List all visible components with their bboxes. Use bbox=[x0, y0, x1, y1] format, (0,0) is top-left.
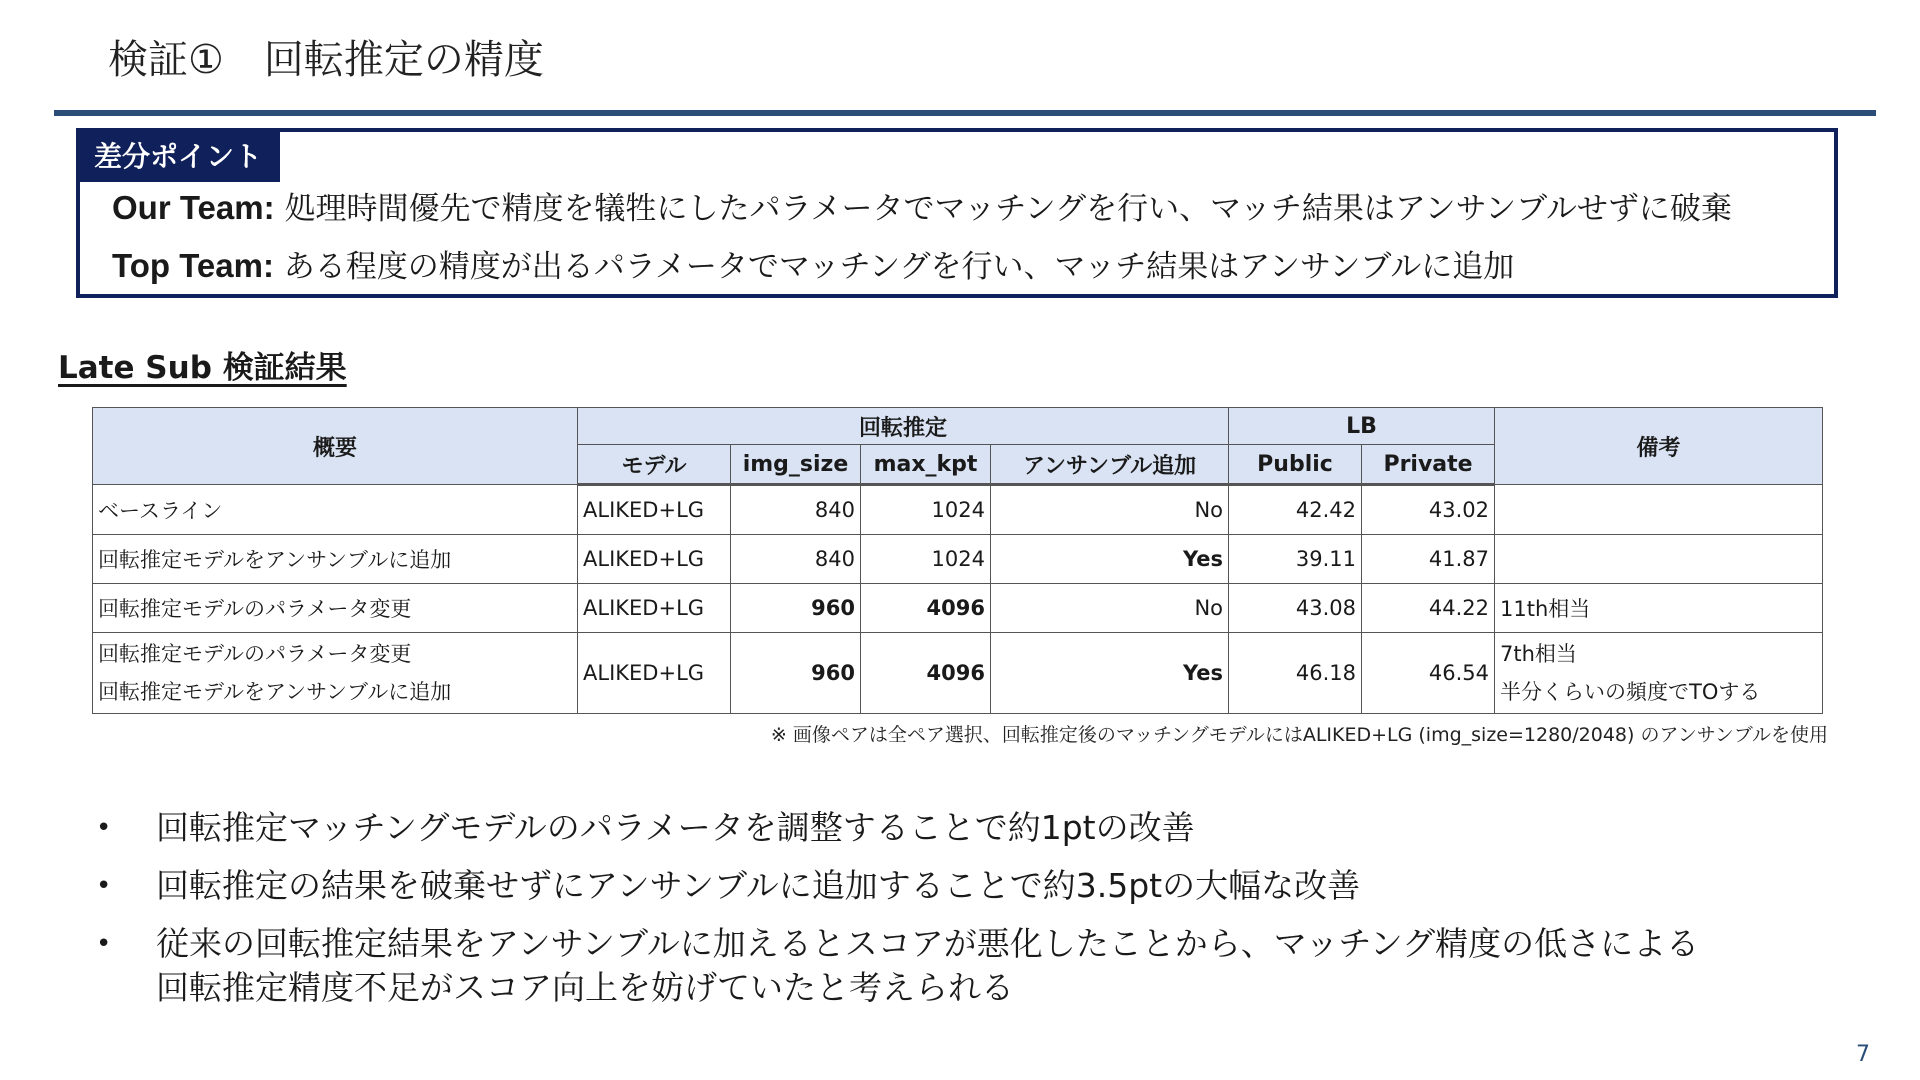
header-img-size: img_size bbox=[731, 445, 861, 485]
our-team-label: Our Team: bbox=[112, 189, 275, 226]
table-row bbox=[93, 535, 1823, 584]
table-row bbox=[93, 633, 1823, 714]
list-item-text: 回転推定の結果を破棄せずにアンサンブルに追加することで約3.5ptの大幅な改善 bbox=[156, 866, 1361, 905]
table-header-row bbox=[93, 408, 1823, 445]
list-item bbox=[96, 806, 1699, 850]
slide-title: 検証① 回転推定の精度 bbox=[108, 37, 544, 83]
cell-private: 41.87 bbox=[1362, 535, 1495, 584]
cell-model: ALIKED+LG bbox=[578, 485, 731, 535]
page-number: 7 bbox=[1856, 1042, 1870, 1067]
cell-max-kpt: 1024 bbox=[861, 535, 991, 584]
cell-notes: 11th相当 bbox=[1495, 584, 1823, 633]
header-notes: 備考 bbox=[1495, 408, 1823, 485]
table-row bbox=[93, 584, 1823, 633]
cell-private: 44.22 bbox=[1362, 584, 1495, 633]
header-lb-group: LB bbox=[1229, 408, 1495, 445]
cell-private: 43.02 bbox=[1362, 485, 1495, 535]
cell-max-kpt: 1024 bbox=[861, 485, 991, 535]
cell-summary bbox=[93, 633, 578, 714]
cell-public: 39.11 bbox=[1229, 535, 1362, 584]
cell-ensemble: No bbox=[991, 584, 1229, 633]
diff-points-label: 差分ポイント bbox=[80, 132, 280, 182]
cell-notes-line: 7th相当 bbox=[1500, 642, 1577, 666]
list-item-text: 回転推定精度不足がスコア向上を妨げていたと考えられる bbox=[156, 968, 1014, 1007]
top-team-label: Top Team: bbox=[112, 247, 274, 284]
title-divider bbox=[54, 110, 1876, 116]
table-footnote: ※ 画像ペアは全ペア選択、回転推定後のマッチングモデルにはALIKED+LG (img_size=1280/2048) のアンサンブルを使用 bbox=[770, 724, 1828, 746]
cell-max-kpt: 4096 bbox=[861, 584, 991, 633]
cell-img-size: 840 bbox=[731, 485, 861, 535]
header-rotation-group: 回転推定 bbox=[578, 408, 1229, 445]
cell-ensemble: No bbox=[991, 485, 1229, 535]
cell-notes bbox=[1495, 535, 1823, 584]
header-ensemble: アンサンブル追加 bbox=[991, 445, 1229, 485]
bullet-icon: • bbox=[96, 929, 112, 959]
cell-summary: 回転推定モデルのパラメータ変更 bbox=[93, 584, 578, 633]
cell-summary-line: 回転推定モデルをアンサンブルに追加 bbox=[98, 680, 452, 704]
header-private: Private bbox=[1362, 445, 1495, 485]
cell-public: 43.08 bbox=[1229, 584, 1362, 633]
header-max-kpt: max_kpt bbox=[861, 445, 991, 485]
cell-public: 42.42 bbox=[1229, 485, 1362, 535]
cell-ensemble: Yes bbox=[991, 535, 1229, 584]
our-team-line bbox=[112, 188, 1732, 229]
header-model: モデル bbox=[578, 445, 731, 485]
list-item bbox=[96, 864, 1699, 908]
bullet-icon: • bbox=[96, 813, 112, 843]
cell-ensemble: Yes bbox=[991, 633, 1229, 714]
cell-model: ALIKED+LG bbox=[578, 584, 731, 633]
header-public: Public bbox=[1229, 445, 1362, 485]
cell-max-kpt: 4096 bbox=[861, 633, 991, 714]
cell-public: 46.18 bbox=[1229, 633, 1362, 714]
cell-private: 46.54 bbox=[1362, 633, 1495, 714]
cell-summary: ベースライン bbox=[93, 485, 578, 535]
cell-notes-line: 半分くらいの頻度でTOする bbox=[1500, 680, 1761, 704]
cell-img-size: 960 bbox=[731, 584, 861, 633]
cell-model: ALIKED+LG bbox=[578, 633, 731, 714]
section-heading: Late Sub 検証結果 bbox=[58, 350, 347, 386]
cell-img-size: 840 bbox=[731, 535, 861, 584]
bullet-icon: • bbox=[96, 871, 112, 901]
list-item bbox=[96, 922, 1699, 1010]
cell-img-size: 960 bbox=[731, 633, 861, 714]
top-team-text: ある程度の精度が出るパラメータでマッチングを行い、マッチ結果はアンサンブルに追加 bbox=[273, 249, 1515, 285]
diff-points-box bbox=[76, 128, 1838, 298]
list-item-text: 従来の回転推定結果をアンサンブルに加えるとスコアが悪化したことから、マッチング精度の低さによる bbox=[156, 924, 1700, 963]
cell-model: ALIKED+LG bbox=[578, 535, 731, 584]
cell-summary-line: 回転推定モデルのパラメータ変更 bbox=[98, 642, 412, 666]
top-team-line bbox=[112, 246, 1514, 287]
results-table bbox=[92, 407, 1823, 714]
conclusion-list bbox=[96, 806, 1699, 1024]
list-item-text: 回転推定マッチングモデルのパラメータを調整することで約1ptの改善 bbox=[156, 808, 1195, 847]
cell-summary: 回転推定モデルをアンサンブルに追加 bbox=[93, 535, 578, 584]
header-summary: 概要 bbox=[93, 408, 578, 485]
our-team-text: 処理時間優先で精度を犠牲にしたパラメータでマッチングを行い、マッチ結果はアンサンブルせずに破棄 bbox=[274, 191, 1732, 227]
cell-notes bbox=[1495, 485, 1823, 535]
table-row bbox=[93, 485, 1823, 535]
cell-notes bbox=[1495, 633, 1823, 714]
